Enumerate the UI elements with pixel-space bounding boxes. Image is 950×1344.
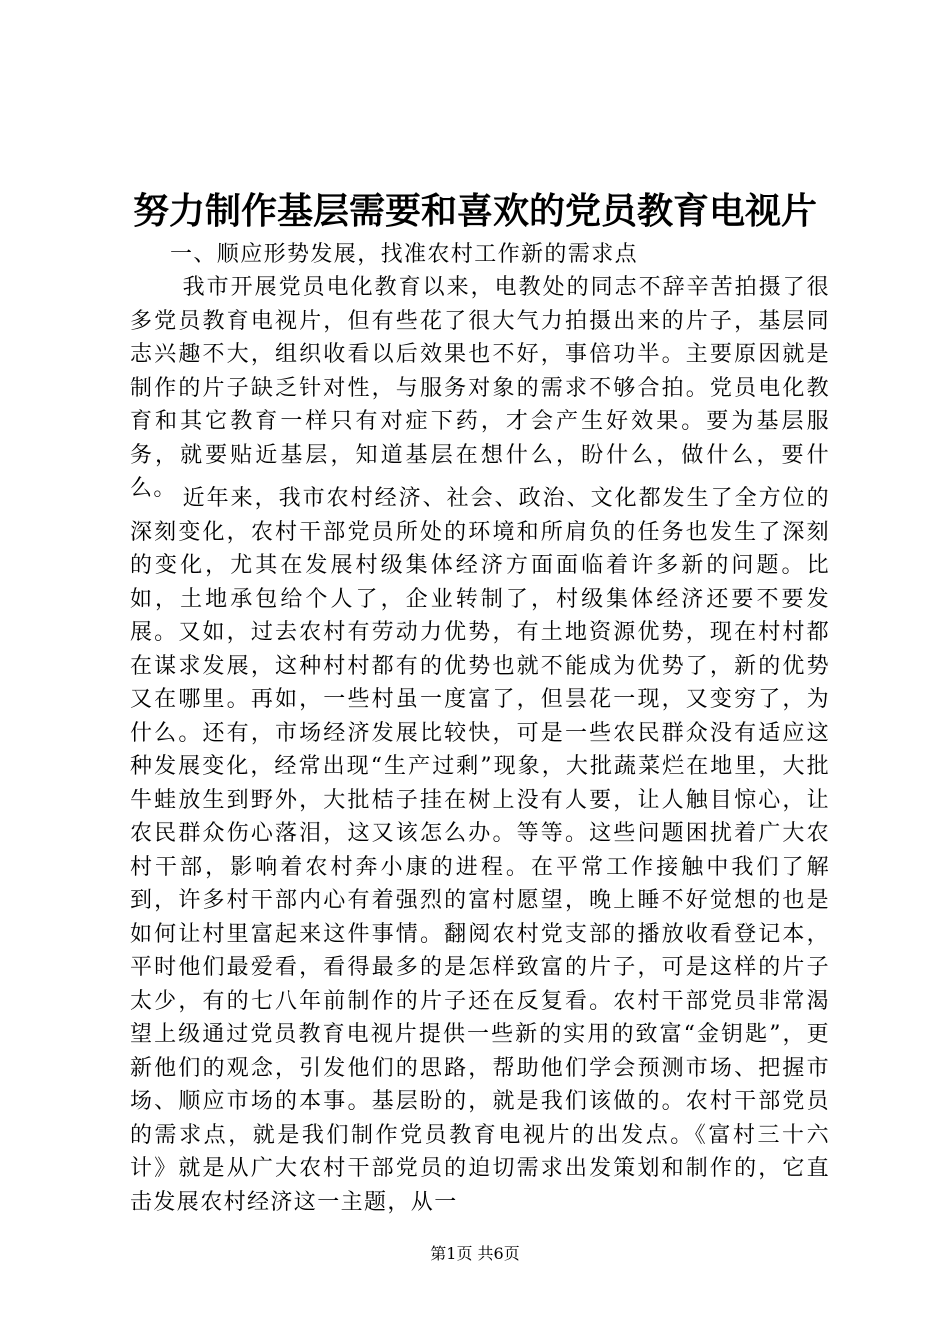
page-indicator: 第1页 共6页 xyxy=(430,1244,520,1263)
section-heading: 一、顺应形势发展，找准农村工作新的需求点 xyxy=(170,242,639,267)
document-title: 努力制作基层需要和喜欢的党员教育电视片 xyxy=(132,190,817,232)
body-paragraph-2-text: 近年来，我市农村经济、社会、政治、文化都发生了全方位的深刻变化，农村干部党员所处的环境和所肩负的任务也发生了深刻的变化，尤其在发展村级集体经济方面面临着许多新的问题。比如，土地承包给个人了，企业转制了，村级集体经济还要不要发展。又如，过去农村有劳动力优势，有土地资源优势，现在村村都在谋求发展，这种村村都有的优势也就不能成为优势了，新的优势又在哪里。再如，一些村虽一度富了，但昙花一现，又变穷了，为什么。还有，市场经济发展比较快，可是一些农民群众没有适应这种发展变化，经常出现“生产过剩”现象，大批蔬菜烂在地里，大批牛蛙放生到野外，大批桔子挂在树上没有人要，让人触目惊心，让农民群众伤心落泪，这又该怎么办。等等。这些问题困扰着广大农村干部，影响着农村奔小康的进程。在平常工作接触中我们了解到，许多村干部内心有着强烈的富村愿望，晚上睡不好觉想的也是如何让村里富起来这件事情。翻阅农村党支部的播放收看登记本，平时他们最爱看，看得最多的是怎样致富的片子，可是这样的片子太少，有的七八年前制作的片子还在反复看。农村干部党员非常渴望上级通过党员教育电视片提供一些新的实用的致富“金钥匙”，更新他们的观念，引发他们的思路，帮助他们学会预测市场、把握市场、顺应市场的本事。基层盼的，就是我们该做的。农村干部党员的需求点，就是我们制作党员教育电视片的出发点。《富村三十六计》就是从广大农村干部党员的迫切需求出发策划和制作的，它直击发展农村经济这一主题，从一 xyxy=(130,486,830,1215)
body-paragraph-1 xyxy=(130,271,830,506)
body-paragraph-1-text: 我市开展党员电化教育以来，电教处的同志不辞辛苦拍摄了很多党员教育电视片，但有些花了很大气力拍摄出来的片子，基层同志兴趣不大，组织收看以后效果也不好，事倍功半。主要原因就是制作的片子缺乏针对性，与服务对象的需求不够合拍。党员电化教育和其它教育一样只有对症下药，才会产生好效果。要为基层服务，就要贴近基层，知道基层在想什么，盼什么，做什么，要什么。 xyxy=(130,275,830,501)
body-paragraph-2 xyxy=(130,482,830,1219)
